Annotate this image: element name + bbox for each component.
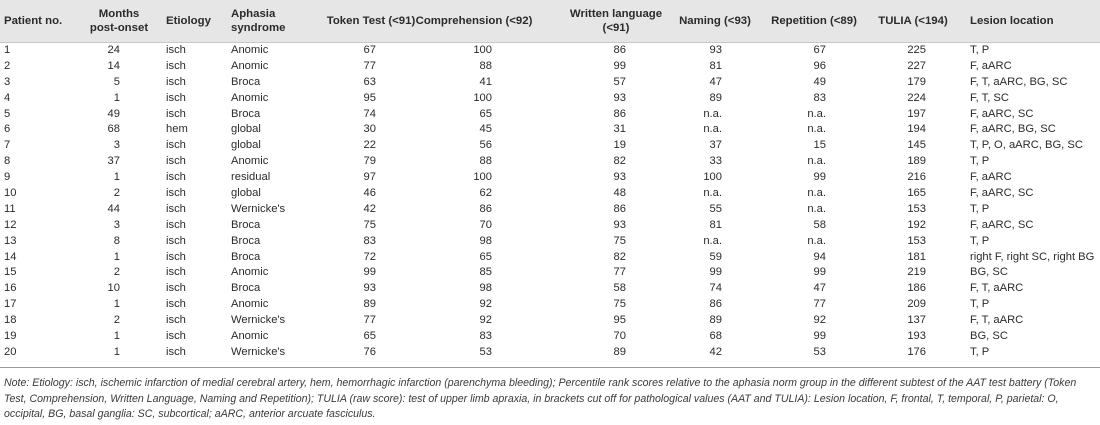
table-row bbox=[0, 43, 1100, 59]
cell-lesion-location: F, T, SC bbox=[970, 91, 1009, 104]
header-tulia: TULIA (<194) bbox=[878, 15, 948, 27]
cell-aphasia-syndrome: Broca bbox=[231, 282, 261, 295]
cell-lesion-location: right F, right SC, right BG bbox=[970, 250, 1095, 263]
cell-months-post-onset: 1 bbox=[113, 345, 120, 358]
cell-aphasia-syndrome: Wernicke's bbox=[231, 314, 286, 327]
cell-tulia: 227 bbox=[907, 59, 926, 72]
cell-naming: 59 bbox=[709, 250, 722, 263]
cell-naming: 99 bbox=[709, 266, 722, 279]
header-patient-no: Patient no. bbox=[4, 15, 63, 27]
cell-naming: 89 bbox=[709, 314, 722, 327]
cell-lesion-location: T, P bbox=[970, 44, 990, 56]
cell-lesion-location: T, P bbox=[970, 298, 990, 311]
cell-aphasia-syndrome: Anomic bbox=[231, 330, 269, 343]
cell-written-language: 75 bbox=[613, 234, 626, 247]
cell-token-test: 74 bbox=[363, 107, 376, 120]
cell-etiology: isch bbox=[166, 202, 186, 215]
cell-repetition: 47 bbox=[813, 282, 826, 295]
cell-patient-no: 20 bbox=[4, 345, 17, 358]
table-row bbox=[0, 107, 1100, 123]
cell-comprehension: 41 bbox=[479, 75, 492, 88]
cell-etiology: isch bbox=[166, 345, 186, 358]
cell-repetition: n.a. bbox=[807, 234, 826, 247]
cell-lesion-location: F, aARC bbox=[970, 171, 1012, 184]
cell-token-test: 93 bbox=[363, 282, 376, 295]
cell-aphasia-syndrome: Broca bbox=[231, 218, 261, 231]
cell-token-test: 30 bbox=[363, 123, 376, 136]
table-row bbox=[0, 281, 1100, 297]
table-row bbox=[0, 297, 1100, 313]
cell-repetition: 92 bbox=[813, 314, 826, 327]
cell-comprehension: 100 bbox=[473, 91, 492, 104]
cell-months-post-onset: 3 bbox=[113, 218, 120, 231]
cell-token-test: 67 bbox=[363, 44, 376, 56]
cell-lesion-location: F, aARC, BG, SC bbox=[970, 123, 1056, 136]
cell-written-language: 93 bbox=[613, 171, 626, 184]
cell-repetition: 15 bbox=[813, 139, 826, 152]
cell-tulia: 193 bbox=[907, 330, 926, 343]
table-row bbox=[0, 202, 1100, 218]
header-repetition: Repetition (<89) bbox=[771, 15, 857, 27]
cell-naming: 86 bbox=[709, 298, 722, 311]
cell-token-test: 79 bbox=[363, 155, 376, 168]
cell-tulia: 153 bbox=[907, 202, 926, 215]
cell-lesion-location: F, aARC, SC bbox=[970, 218, 1034, 231]
cell-repetition: n.a. bbox=[807, 123, 826, 136]
cell-lesion-location: T, P, O, aARC, BG, SC bbox=[970, 139, 1083, 152]
cell-token-test: 46 bbox=[363, 187, 376, 200]
cell-comprehension: 98 bbox=[479, 282, 492, 295]
cell-comprehension: 65 bbox=[479, 250, 492, 263]
cell-patient-no: 6 bbox=[4, 123, 11, 136]
cell-repetition: 53 bbox=[813, 345, 826, 358]
cell-naming: 93 bbox=[709, 44, 722, 56]
cell-tulia: 165 bbox=[907, 187, 926, 200]
cell-repetition: 99 bbox=[813, 171, 826, 184]
cell-patient-no: 7 bbox=[4, 139, 11, 152]
cell-etiology: isch bbox=[166, 187, 186, 200]
cell-repetition: 58 bbox=[813, 218, 826, 231]
cell-tulia: 137 bbox=[907, 314, 926, 327]
table-row bbox=[0, 265, 1100, 281]
cell-months-post-onset: 1 bbox=[113, 91, 120, 104]
cell-aphasia-syndrome: Anomic bbox=[231, 155, 269, 168]
cell-token-test: 99 bbox=[363, 266, 376, 279]
cell-months-post-onset: 14 bbox=[107, 59, 120, 72]
cell-lesion-location: T, P bbox=[970, 202, 990, 215]
cell-naming: 100 bbox=[703, 171, 722, 184]
table-row bbox=[0, 59, 1100, 75]
cell-aphasia-syndrome: global bbox=[231, 187, 261, 200]
cell-etiology: isch bbox=[166, 139, 186, 152]
header-lesion-location: Lesion location bbox=[970, 15, 1054, 27]
cell-etiology: isch bbox=[166, 155, 186, 168]
cell-tulia: 176 bbox=[907, 345, 926, 358]
cell-comprehension: 88 bbox=[479, 59, 492, 72]
cell-patient-no: 16 bbox=[4, 282, 17, 295]
table-row bbox=[0, 234, 1100, 250]
cell-token-test: 76 bbox=[363, 345, 376, 358]
table-row bbox=[0, 91, 1100, 107]
table-row bbox=[0, 345, 1100, 361]
cell-tulia: 194 bbox=[907, 123, 926, 136]
table-header bbox=[0, 0, 1100, 43]
cell-token-test: 65 bbox=[363, 330, 376, 343]
header-comprehension: Comprehension (<92) bbox=[415, 15, 533, 27]
cell-months-post-onset: 1 bbox=[113, 171, 120, 184]
cell-months-post-onset: 10 bbox=[107, 282, 120, 295]
cell-written-language: 86 bbox=[613, 44, 626, 56]
table-row bbox=[0, 170, 1100, 186]
cell-comprehension: 70 bbox=[479, 218, 492, 231]
cell-naming: n.a. bbox=[703, 123, 722, 136]
cell-months-post-onset: 1 bbox=[113, 250, 120, 263]
cell-lesion-location: BG, SC bbox=[970, 330, 1008, 343]
table-row bbox=[0, 138, 1100, 154]
cell-comprehension: 53 bbox=[479, 345, 492, 358]
cell-token-test: 97 bbox=[363, 171, 376, 184]
table-body bbox=[0, 43, 1100, 361]
cell-patient-no: 11 bbox=[4, 202, 16, 215]
cell-tulia: 219 bbox=[907, 266, 926, 279]
cell-lesion-location: T, P bbox=[970, 155, 990, 168]
table-row bbox=[0, 218, 1100, 234]
cell-months-post-onset: 49 bbox=[107, 107, 120, 120]
cell-etiology: isch bbox=[166, 250, 186, 263]
cell-token-test: 75 bbox=[363, 218, 376, 231]
cell-tulia: 179 bbox=[907, 75, 926, 88]
cell-comprehension: 88 bbox=[479, 155, 492, 168]
cell-repetition: 67 bbox=[813, 44, 826, 56]
cell-aphasia-syndrome: Wernicke's bbox=[231, 345, 286, 358]
cell-etiology: isch bbox=[166, 59, 186, 72]
cell-patient-no: 2 bbox=[4, 59, 11, 72]
cell-repetition: n.a. bbox=[807, 187, 826, 200]
cell-months-post-onset: 1 bbox=[113, 330, 120, 343]
cell-naming: 81 bbox=[709, 218, 722, 231]
cell-aphasia-syndrome: Broca bbox=[231, 234, 261, 247]
cell-tulia: 225 bbox=[907, 44, 926, 56]
cell-repetition: 96 bbox=[813, 59, 826, 72]
cell-naming: 42 bbox=[709, 345, 722, 358]
cell-etiology: isch bbox=[166, 314, 186, 327]
cell-months-post-onset: 2 bbox=[113, 187, 120, 200]
cell-tulia: 197 bbox=[907, 107, 926, 120]
cell-etiology: isch bbox=[166, 75, 186, 88]
cell-written-language: 77 bbox=[613, 266, 626, 279]
cell-aphasia-syndrome: Broca bbox=[231, 75, 261, 88]
cell-lesion-location: T, P bbox=[970, 234, 990, 247]
cell-comprehension: 85 bbox=[479, 266, 492, 279]
cell-naming: 81 bbox=[709, 59, 722, 72]
cell-etiology: isch bbox=[166, 91, 186, 104]
cell-patient-no: 9 bbox=[4, 171, 11, 184]
cell-patient-no: 10 bbox=[4, 187, 17, 200]
cell-months-post-onset: 2 bbox=[113, 266, 120, 279]
table-row bbox=[0, 313, 1100, 329]
cell-lesion-location: F, T, aARC bbox=[970, 282, 1024, 295]
table-row bbox=[0, 186, 1100, 202]
cell-lesion-location: F, aARC, SC bbox=[970, 107, 1034, 120]
cell-token-test: 83 bbox=[363, 234, 376, 247]
cell-token-test: 42 bbox=[363, 202, 376, 215]
cell-aphasia-syndrome: Anomic bbox=[231, 44, 269, 56]
cell-etiology: isch bbox=[166, 266, 186, 279]
header-months-post-onset: Months post-onset bbox=[89, 8, 149, 34]
cell-aphasia-syndrome: Anomic bbox=[231, 59, 269, 72]
cell-months-post-onset: 5 bbox=[113, 75, 120, 88]
cell-aphasia-syndrome: residual bbox=[231, 171, 271, 184]
table-bottom-rule bbox=[0, 367, 1100, 368]
cell-written-language: 82 bbox=[613, 250, 626, 263]
cell-written-language: 58 bbox=[613, 282, 626, 295]
cell-token-test: 63 bbox=[363, 75, 376, 88]
cell-tulia: 186 bbox=[907, 282, 926, 295]
cell-written-language: 48 bbox=[613, 187, 626, 200]
cell-comprehension: 86 bbox=[479, 202, 492, 215]
cell-comprehension: 100 bbox=[473, 171, 492, 184]
cell-comprehension: 83 bbox=[479, 330, 492, 343]
cell-token-test: 72 bbox=[363, 250, 376, 263]
cell-naming: 33 bbox=[709, 155, 722, 168]
cell-tulia: 181 bbox=[907, 250, 926, 263]
cell-lesion-location: F, T, aARC, BG, SC bbox=[970, 75, 1068, 88]
table-row bbox=[0, 250, 1100, 266]
cell-lesion-location: BG, SC bbox=[970, 266, 1008, 279]
cell-token-test: 89 bbox=[363, 298, 376, 311]
cell-etiology: isch bbox=[166, 282, 186, 295]
cell-written-language: 31 bbox=[613, 123, 626, 136]
cell-aphasia-syndrome: Wernicke's bbox=[231, 202, 286, 215]
cell-aphasia-syndrome: Broca bbox=[231, 107, 261, 120]
cell-naming: 68 bbox=[709, 330, 722, 343]
cell-patient-no: 8 bbox=[4, 155, 11, 168]
cell-naming: n.a. bbox=[703, 234, 722, 247]
table-row bbox=[0, 154, 1100, 170]
cell-etiology: isch bbox=[166, 298, 186, 311]
cell-token-test: 77 bbox=[363, 314, 376, 327]
cell-lesion-location: T, P bbox=[970, 345, 990, 358]
cell-repetition: 99 bbox=[813, 330, 826, 343]
cell-aphasia-syndrome: Broca bbox=[231, 250, 261, 263]
table-row bbox=[0, 329, 1100, 345]
cell-patient-no: 3 bbox=[4, 75, 11, 88]
cell-aphasia-syndrome: global bbox=[231, 139, 261, 152]
header-naming: Naming (<93) bbox=[679, 15, 751, 27]
cell-written-language: 19 bbox=[613, 139, 626, 152]
cell-written-language: 93 bbox=[613, 218, 626, 231]
cell-months-post-onset: 24 bbox=[107, 44, 120, 56]
cell-etiology: isch bbox=[166, 330, 186, 343]
cell-repetition: n.a. bbox=[807, 202, 826, 215]
cell-written-language: 93 bbox=[613, 91, 626, 104]
cell-written-language: 99 bbox=[613, 59, 626, 72]
cell-naming: n.a. bbox=[703, 107, 722, 120]
cell-naming: 74 bbox=[709, 282, 722, 295]
cell-tulia: 216 bbox=[907, 171, 926, 184]
cell-written-language: 95 bbox=[613, 314, 626, 327]
cell-aphasia-syndrome: Anomic bbox=[231, 91, 269, 104]
cell-comprehension: 45 bbox=[479, 123, 492, 136]
cell-aphasia-syndrome: global bbox=[231, 123, 261, 136]
cell-patient-no: 5 bbox=[4, 107, 11, 120]
cell-written-language: 75 bbox=[613, 298, 626, 311]
cell-repetition: 83 bbox=[813, 91, 826, 104]
cell-token-test: 77 bbox=[363, 59, 376, 72]
header-token-test: Token Test (<91) bbox=[326, 15, 416, 27]
table-note: Note: Etiology: isch, ischemic infarction of medial cerebral artery, hem, hemorrhagic infarction (parenchyma bleeding); Percentile rank scores relative to the aphasia norm group in the different subtest of the AAT test battery (Token Test, Comprehension, Written Language, Naming and Repetition); TULIA (raw score): test of upper limb apraxia, in brackets cut off for pathological values (AAT and TULIA): Lesion location, F, frontal, T, temporal, P, parietal: O, occipital, BG, basal ganglia: SC, subcortical; aARC, anterior arcuate fasciculus. bbox=[4, 377, 1077, 420]
cell-months-post-onset: 8 bbox=[113, 234, 120, 247]
cell-written-language: 57 bbox=[613, 75, 626, 88]
cell-months-post-onset: 3 bbox=[113, 139, 120, 152]
cell-repetition: 99 bbox=[813, 266, 826, 279]
cell-repetition: n.a. bbox=[807, 107, 826, 120]
cell-patient-no: 17 bbox=[4, 298, 17, 311]
cell-etiology: isch bbox=[166, 107, 186, 120]
cell-repetition: 77 bbox=[813, 298, 826, 311]
cell-repetition: n.a. bbox=[807, 155, 826, 168]
cell-tulia: 209 bbox=[907, 298, 926, 311]
cell-lesion-location: F, aARC, SC bbox=[970, 187, 1034, 200]
cell-etiology: isch bbox=[166, 234, 186, 247]
cell-token-test: 95 bbox=[363, 91, 376, 104]
cell-naming: 55 bbox=[709, 202, 722, 215]
cell-patient-no: 19 bbox=[4, 330, 17, 343]
cell-tulia: 153 bbox=[907, 234, 926, 247]
cell-written-language: 86 bbox=[613, 202, 626, 215]
cell-months-post-onset: 68 bbox=[107, 123, 120, 136]
cell-months-post-onset: 1 bbox=[113, 298, 120, 311]
cell-lesion-location: F, aARC bbox=[970, 59, 1012, 72]
cell-patient-no: 12 bbox=[4, 218, 17, 231]
cell-tulia: 189 bbox=[907, 155, 926, 168]
cell-months-post-onset: 37 bbox=[107, 155, 120, 168]
cell-written-language: 89 bbox=[613, 345, 626, 358]
cell-patient-no: 15 bbox=[4, 266, 17, 279]
cell-tulia: 145 bbox=[907, 139, 926, 152]
cell-repetition: 94 bbox=[813, 250, 826, 263]
header-etiology: Etiology bbox=[166, 15, 211, 27]
cell-written-language: 82 bbox=[613, 155, 626, 168]
cell-repetition: 49 bbox=[813, 75, 826, 88]
cell-naming: 47 bbox=[709, 75, 722, 88]
cell-comprehension: 98 bbox=[479, 234, 492, 247]
header-written-language: Written language (<91) bbox=[569, 8, 663, 34]
cell-token-test: 22 bbox=[363, 139, 376, 152]
table-row bbox=[0, 122, 1100, 138]
header-aphasia-syndrome: Aphasia syndrome bbox=[231, 8, 286, 34]
table-row bbox=[0, 75, 1100, 91]
cell-etiology: hem bbox=[166, 123, 188, 136]
cell-naming: n.a. bbox=[703, 187, 722, 200]
cell-naming: 37 bbox=[709, 139, 722, 152]
cell-etiology: isch bbox=[166, 218, 186, 231]
cell-etiology: isch bbox=[166, 44, 186, 56]
cell-comprehension: 92 bbox=[479, 298, 492, 311]
cell-patient-no: 13 bbox=[4, 234, 17, 247]
cell-patient-no: 1 bbox=[4, 44, 11, 56]
cell-etiology: isch bbox=[166, 171, 186, 184]
cell-tulia: 224 bbox=[907, 91, 926, 104]
cell-lesion-location: F, T, aARC bbox=[970, 314, 1024, 327]
cell-written-language: 70 bbox=[613, 330, 626, 343]
cell-comprehension: 65 bbox=[479, 107, 492, 120]
cell-written-language: 86 bbox=[613, 107, 626, 120]
cell-aphasia-syndrome: Anomic bbox=[231, 266, 269, 279]
cell-comprehension: 56 bbox=[479, 139, 492, 152]
cell-tulia: 192 bbox=[907, 218, 926, 231]
cell-comprehension: 92 bbox=[479, 314, 492, 327]
cell-comprehension: 62 bbox=[479, 187, 492, 200]
cell-patient-no: 4 bbox=[4, 91, 11, 104]
cell-aphasia-syndrome: Anomic bbox=[231, 298, 269, 311]
cell-patient-no: 14 bbox=[4, 250, 17, 263]
cell-naming: 89 bbox=[709, 91, 722, 104]
cell-months-post-onset: 2 bbox=[113, 314, 120, 327]
cell-patient-no: 18 bbox=[4, 314, 17, 327]
cell-comprehension: 100 bbox=[473, 44, 492, 56]
cell-months-post-onset: 44 bbox=[107, 202, 120, 215]
